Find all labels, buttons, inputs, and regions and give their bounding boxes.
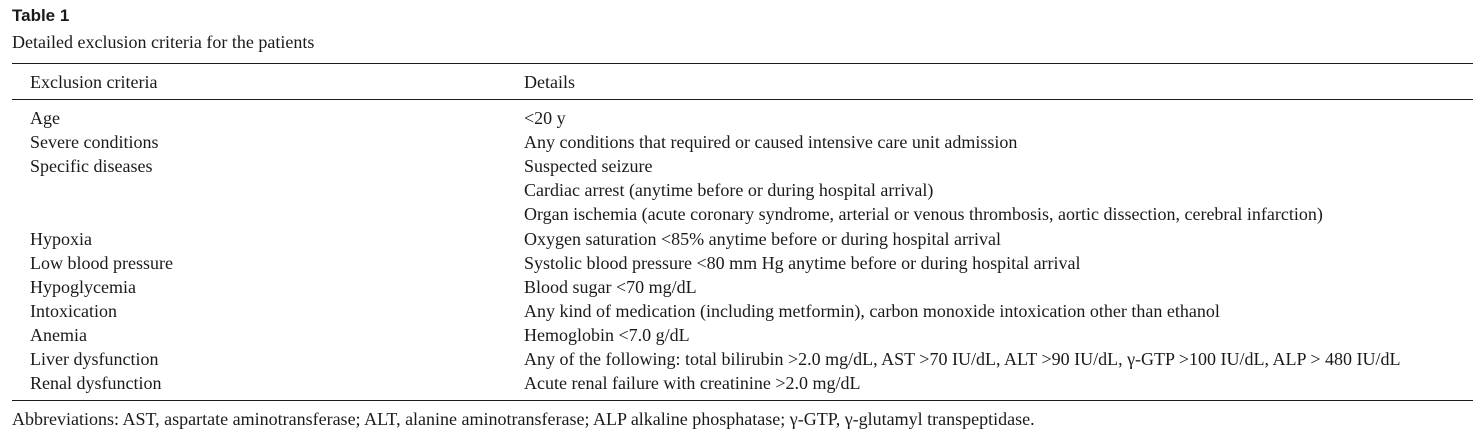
table-footnote: Abbreviations: AST, aspartate aminotransferase; ALT, alanine aminotransferase; ALP alkaline phosphatase; γ-GTP, γ-glutamyl transpeptidase.: [12, 409, 1035, 429]
criterion-severe-conditions: Severe conditions: [30, 132, 159, 152]
details-age: <20 y: [524, 108, 566, 128]
criterion-age: Age: [30, 108, 60, 128]
criterion-renal-dysfunction: Renal dysfunction: [30, 373, 162, 393]
table-caption: Detailed exclusion criteria for the patients: [12, 32, 315, 52]
details-anemia: Hemoglobin <7.0 g/dL: [524, 325, 690, 345]
details-hypoxia: Oxygen saturation <85% anytime before or during hospital arrival: [524, 229, 1002, 249]
criterion-liver-dysfunction: Liver dysfunction: [30, 349, 159, 369]
header-rule: [12, 99, 1473, 100]
criterion-hypoglycemia: Hypoglycemia: [30, 277, 136, 297]
details-liver-dysfunction: Any of the following: total bilirubin >2.0 mg/dL, AST >70 IU/dL, ALT >90 IU/dL, γ-GTP >100 IU/dL, ALP > 480 IU/dL: [524, 349, 1401, 369]
details-intoxication: Any kind of medication (including metformin), carbon monoxide intoxication other than ethanol: [524, 301, 1220, 321]
header-exclusion-criteria: Exclusion criteria: [30, 72, 158, 92]
table-label: Table 1: [12, 6, 70, 25]
details-hypoglycemia: Blood sugar <70 mg/dL: [524, 277, 697, 297]
criterion-low-blood-pressure: Low blood pressure: [30, 253, 173, 273]
top-rule: [12, 63, 1473, 64]
bottom-rule: [12, 400, 1473, 401]
criterion-hypoxia: Hypoxia: [30, 229, 92, 249]
details-low-blood-pressure: Systolic blood pressure <80 mm Hg anytime before or during hospital arrival: [524, 253, 1081, 273]
details-specific-diseases-2: Cardiac arrest (anytime before or during hospital arrival): [524, 180, 934, 200]
details-specific-diseases-1: Suspected seizure: [524, 156, 653, 176]
details-severe-conditions: Any conditions that required or caused intensive care unit admission: [524, 132, 1018, 152]
details-specific-diseases-3: Organ ischemia (acute coronary syndrome, arterial or venous thrombosis, aortic dissection, cerebral infarction): [524, 204, 1323, 224]
details-renal-dysfunction: Acute renal failure with creatinine >2.0 mg/dL: [524, 373, 861, 393]
criterion-specific-diseases: Specific diseases: [30, 156, 153, 176]
criterion-intoxication: Intoxication: [30, 301, 117, 321]
criterion-anemia: Anemia: [30, 325, 87, 345]
header-details: Details: [524, 72, 575, 92]
